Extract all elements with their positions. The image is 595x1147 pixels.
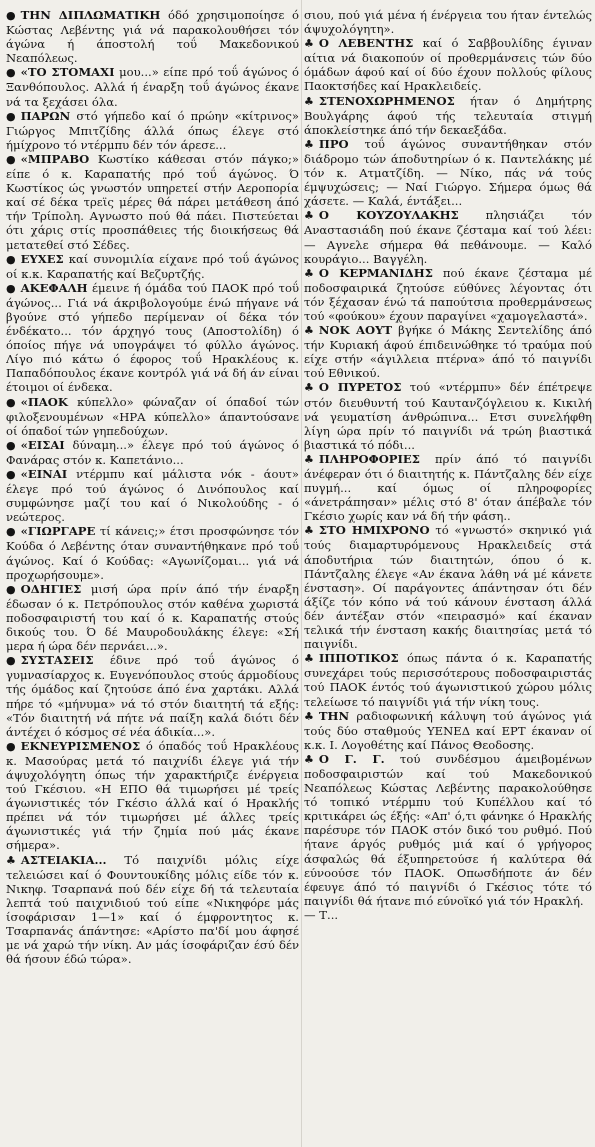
item-lead: ΝΟΚ ΑΟΥΤ (318, 323, 393, 338)
item-lead: ΕΥΧΕΣ (20, 251, 64, 266)
item-lead: ΑΣΤΕΙΑΚΙΑ... (20, 852, 107, 867)
item-lead: «ΠΑΟΚ (20, 394, 68, 409)
news-item (304, 266, 592, 323)
news-item (304, 908, 592, 922)
news-item (304, 380, 592, 451)
club-bullet-icon: ♣ (304, 652, 314, 666)
item-text: βγήκε ό Μάκης Σεντελίδης άπό τήν Κυριακή άφού έπιδεινώθηκε τό τραύμα πού είχε στήν «άγιλλεια πτέρνα» άπό τό παιγνίδι τού Εθνικού. (304, 323, 592, 381)
news-item (6, 109, 299, 152)
news-item (304, 94, 592, 137)
club-bullet-icon: ♣ (304, 37, 314, 51)
item-lead: ΕΚΝΕΥΡΙΣΜΕΝΟΣ (20, 738, 141, 753)
news-item (6, 739, 299, 853)
bullet-dot-icon: ● (6, 654, 16, 668)
news-item (6, 438, 299, 467)
item-text: τί κάνεις;» έτσι προσφώνησε τόν Κούδα ό Λεβέντης όταν συναντήθηκανε πρό τοΰ άγώνος. Καί ό Κούδας: «Αγωνίζομαι... γιά νά προχωρήσουμε». (6, 524, 299, 582)
news-item (6, 582, 299, 653)
item-lead: ΠΛΗΡΟΦΟΡΙΕΣ (318, 451, 420, 466)
club-bullet-icon: ♣ (304, 324, 314, 338)
item-lead: «ΤΟ ΣΤΟΜΑΧΙ (20, 65, 115, 80)
item-lead: Ο Γ. Γ. (318, 751, 385, 766)
bullet-dot-icon: ● (6, 525, 16, 539)
news-item (304, 752, 592, 908)
item-text: ήταν ό Δημήτρης Βουλγάρης άφού τής τελευταία στιγμή άποκλείστηκε άπό τήν δεκαεξάδα. (304, 93, 592, 137)
bullet-dot-icon: ● (6, 252, 16, 266)
right-column (304, 8, 592, 1147)
item-lead: ΠΡΟ (318, 136, 349, 151)
item-lead: ΤΗΝ (318, 708, 350, 723)
item-text: καί ό Σαββουλίδης έγιναν αίτια νά διακοπούν οί προθερμάνσεις τών δύο όμάδων άφού καί οί δύο έχουν πολλούς φίλους Παοκτσήδες καί Ηρακλειδείς. (304, 36, 592, 94)
club-bullet-icon: ♣ (304, 752, 314, 766)
item-text: στό γήπεδο καί ό πρώην «κίτρινος» Γιώργος Μπιτζίδης άλλά όπως έλεγε στό ήμίχρονο τό ντέρμπυ δέν τόν άρεσε... (6, 108, 299, 152)
news-item (304, 523, 592, 651)
item-lead: Ο ΚΕΡΜΑΝΙΔΗΣ (318, 265, 433, 280)
item-text: Κωστίκο κάθεσαι στόν πάγκο;» είπε ό κ. Καραπατής πρό τοΰ άγώνος. Ό Κωστίκος ώς γνωστόν υπηρετεί στήν Αεροπορία καί σέ δέκα τρεϊς μέρες θά πάρει μετάθεση άπό τήν Τρίπολη. Αγνωστο πού θά πάει. Πιστεύεται ότι χάρις στίς προσπάθειες τής διοικήσεως θά μετατεθεί στό Σέδες. (6, 151, 299, 252)
news-item (304, 8, 592, 36)
item-text: έμεινε ή όμάδα τού ΠΑΟΚ πρό τοΰ άγώνος... Γιά νά άκριβολογούμε ένώ πήγανε νά βγούνε στό γήπεδο περίμεναν οί δέκα τόν ένδέκατο... τόν άρχηγό τους (Αποστολίδη) ό όποίος πήγε νά υπογράψει τό φύλλο άγώνος. Λίγο πιό κάτω ό έφορος τοΰ Ηρακλέους κ. Παπαδόπουλος έκανε κοντρόλ γιά νά δή άν είναι έτοιμοι οί ένδεκα. (6, 280, 299, 395)
club-bullet-icon: ♣ (304, 452, 314, 466)
item-lead: ΑΚΕΦΑΛΗ (20, 280, 88, 295)
bullet-dot-icon: ● (6, 739, 16, 753)
item-text: δύναμη...» έλεγε πρό τού άγώνος ό Φανάρας στόν κ. Καπετάνιο... (6, 437, 299, 467)
news-item (304, 323, 592, 380)
item-lead: ΙΠΠΟΤΙΚΟΣ (318, 651, 399, 666)
news-item (6, 8, 299, 65)
item-lead: Ο ΛΕΒΕΝΤΗΣ (318, 36, 414, 51)
item-text: ό όπαδός τοΰ Ηρακλέους κ. Μασούρας μετά τό παιχνίδι έλεγε γιά τήν άψυχολόγητη όπως τήν χαρακτήριζε ένέργεια τού Γκέσιου. «Η ΕΠΟ θά τιμωρήσει μέ τρείς άγωνιστικές τόν Γκέσιο άλλά καί ό Ηρακλής πρέπει νά τόν τιμωρήσει μέ άλλες τρείς άγωνιστικές γιά τήν ζημία πού μάς έκανε σήμερα». (6, 738, 299, 853)
club-bullet-icon: ♣ (304, 209, 314, 223)
item-text: κύπελλο» φώναζαν οί όπαδοί τών φιλοξενουμένων «ΗΡΑ κύπελλο» άπαντούσανε οί όπαδοί τών γηπεδούχων. (6, 394, 299, 438)
bullet-dot-icon: ● (6, 152, 16, 166)
item-text: τοΰ άγώνος συναντήθηκαν στόν διάδρομο τών άποδυτηρίων ό κ. Παντελάκης μέ τόν κ. Ατματζίδη. — Νίκο, πάς νά τούς έμψυχώσεις; — Ναί Γιώργο. Σήμερα όμως θά χάσετε. — Καλά, έντάξει... (304, 136, 592, 209)
item-lead: Ο ΚΟΥΖΟΥΛΑΚΗΣ (318, 208, 459, 223)
item-text: πρίν άπό τό παιγνίδι άνέφεραν ότι ό διαιτητής κ. Πάντζαλης δέν είχε πυγμή... καί όμως οί πληροφορίες «άνετράπησαν» μέλις στό 8' όταν άπέβαλε τόν Γκέσιο χωρίς καν νά δή τήν φάση.. (304, 451, 592, 524)
item-lead: «ΜΠΡΑΒΟ (20, 151, 90, 166)
item-lead: ΣΤΟ ΗΜΙΧΡΟΝΟ (318, 523, 430, 538)
item-text: Τό παιχνίδι μόλις είχε τελειώσει καί ό Φουντουκίδης μόλις είδε τόν κ. Νικηφ. Τσαρπανά πού δέν είχε δή τά τελευταία λεπτά τού παιχνιδιού τού είπε «Νικηφόρε μάς ίσοφάρισαν 1—1» καί ό έμφροντητος κ. Τσαρπανάς άπάντησε: «Αρίστο πα'δί μου άφησέ με νά χαρώ τήν νίκη. Αν μάς ίσοφάριζαν έσύ δέν θά ήσουν έδώ τώρα». (6, 852, 299, 967)
news-item (304, 452, 592, 523)
club-bullet-icon: ♣ (304, 709, 314, 723)
item-text: όδό χρησιμοποίησε ό Κώστας Λεβέντης γιά νά παρακολουθήσει τόν άγώνα ή άποστολή τοΰ Μακεδονικού Νεαπόλεως. (6, 8, 299, 66)
news-item (6, 281, 299, 395)
item-lead: ΠΑΡΩΝ (20, 108, 71, 123)
item-text: όπως πάντα ό κ. Καραπατής συνεχάρει τούς περισσότερους ποδοσφαιριστάς τού ΠΑΟΚ έντός τού άγωνιστικού χώρου μόλις τελείωσε τό παιγνίδι γιά τήν νίκη τους. (304, 651, 592, 709)
item-text: σιου, πού γιά μένα ή ένέργεια του ήταν έντελώς άψυχολόγητη». (304, 8, 592, 37)
news-item (304, 36, 592, 93)
item-lead: ΣΥΣΤΑΣΕΙΣ (20, 653, 94, 668)
news-item (6, 65, 299, 108)
item-text: ντέρμπυ καί μάλιστα νόκ - άουτ» έλεγε πρό τού άγώνος ό Δινόπουλος καί συμφώνησε μαζί του καί ό Νικολούδης - ό νεώτερος. (6, 467, 299, 525)
news-item (304, 709, 592, 752)
bullet-dot-icon: ● (6, 468, 16, 481)
item-lead: ΟΔΗΓΙΕΣ (20, 581, 82, 596)
bullet-dot-icon: ● (6, 9, 16, 22)
item-lead: Ο ΠΥΡΕΤΟΣ (318, 380, 402, 395)
item-text: έδινε πρό τοΰ άγώνος ό γυμνασίαρχος κ. Ευγενόπουλος στούς άρμοδίους τής όμάδος καί ζητούσε άπό ένα χαρτάκι. Αλλά πήρε τό «μήνυμα» νά τό στόν διαιτητή τά εξής: «Τόν διαιτητή νά πήτε νά παίξη καλά διότι δέν άντέχει ό κόσμος σέ νέα άδικία...». (6, 653, 299, 739)
news-item (6, 653, 299, 739)
news-item (6, 524, 299, 581)
item-lead: «ΕΙΝΑΙ (20, 467, 68, 481)
bullet-dot-icon: ● (6, 395, 16, 409)
item-text: — Τ... (304, 907, 339, 922)
bullet-dot-icon: ● (6, 582, 16, 596)
item-text: πού έκανε ζέσταμα μέ ποδοσφαιρικά ζητούσε εύθύνες λέγοντας ότι τόν ξέχασαν ένώ τά παπούτσια προθερμάνσεως τού «φούκου» έχουν παραγίνει «χαμογελαστά». (304, 265, 592, 323)
news-item (6, 252, 299, 281)
club-bullet-icon: ♣ (304, 524, 314, 538)
item-text: πλησιάζει τόν Αναστασιάδη πού έκανε ζέσταμα καί τού λέει: — Αγνελε σήμερα θά πεθάνουμε. — Καλό κουράγιο... Βαγγέλη. (304, 208, 592, 266)
club-bullet-icon: ♣ (6, 853, 16, 867)
item-lead: ΤΗΝ ΔΙΠΛΩΜΑΤΙΚΗ (20, 8, 161, 22)
item-text: τό «γνωστό» σκηνικό γιά τούς διαμαρτυρόμενους Ηρακλειδείς στά άποδυτήρια τών διαιτητών, όπου ό κ. Πάντζαλης έλεγε «Αν έκανα λάθη νά μέ κάνετε ένσταση». Οί παράγοντες άπάντησαν ότι δέν άξίζε τόν κόπο νά τού κάνουν ένσταση άλλά δέν άντέξαν στόν «πειρασμό» καί έκαναν τελικά τήν ένσταση κακής διαιτησίας μετά τό παιγνίδι. (304, 523, 592, 652)
bullet-dot-icon: ● (6, 109, 16, 123)
news-item (304, 137, 592, 208)
club-bullet-icon: ♣ (304, 94, 314, 108)
column-divider (301, 0, 302, 1147)
item-text: μου...» είπε πρό τοΰ άγώνος ό Ξανθόπουλος. Αλλά ή έναρξη τοΰ άγώνος έκανε νά τα ξεχάσει όλα. (6, 65, 299, 109)
item-lead: «ΕΙΣΑΙ (20, 437, 65, 452)
item-text: ραδιοφωνική κάλυψη τού άγώνος γιά τούς δύο σταθμούς ΥΕΝΕΔ καί ΕΡΤ έκαναν οί κ.κ. Ι. Λογοθέτης καί Πάνος Θεοδοσης. (304, 708, 592, 752)
club-bullet-icon: ♣ (304, 137, 314, 151)
club-bullet-icon: ♣ (304, 381, 314, 395)
news-item (6, 395, 299, 438)
item-lead: ΣΤΕΝΟΧΩΡΗΜΕΝΟΣ (318, 93, 455, 108)
news-item (304, 208, 592, 265)
news-item (304, 651, 592, 708)
left-column (6, 8, 299, 1147)
item-lead: «ΓΙΩΡΓΑΡΕ (20, 524, 96, 539)
news-item (6, 467, 299, 524)
item-text: τού συνδέσμου άμειβομένων ποδοσφαιριστών καί τού Μακεδονικού Νεαπόλεως Κώστας Λεβέντης παρακολούθησε τό τοπικό ντέρμπυ τού Κυπέλλου καί τό κριτικάρει ώς έξής: «Απ' ό,τι φάνηκε ό Ηρακλής παρέσυρε τόν ΠΑΟΚ στόν δικό του ρυθμό. Πού ήτανε άργός ρυθμός μιά καί ό γρήγορος άσφαλώς θά έξυπηρετούσε ή καλύτερα θά εύνοούσε τόν ΠΑΟΚ. Οπωσδήποτε άν δέν έφευγε άπό τό παιγνίδι ό Γκέσιος τότε τό παιγνίδι θά ήτανε πιό εύνοϊκό γιά τόν Ηρακλή. (304, 751, 592, 908)
news-item (6, 853, 299, 967)
item-text: τού «ντέρμπυ» δέν έπέτρεψε στόν διευθυντή τού Καυτανζόγλειου κ. Κικιλή νά γευματίση άνθρώπινα... Ετσι συνελήφθη λίγη ώρα πρίν τό παιγνίδι νά τρώη βιαστικά βιαστικά τό πόδι... (304, 380, 592, 452)
bullet-dot-icon: ● (6, 281, 16, 295)
bullet-dot-icon: ● (6, 438, 16, 452)
item-text: μισή ώρα πρίν άπό τήν έναρξη έδωσαν ό κ. Πετρόπουλος στόν καθένα χωριστά ποδοσφαιριστή του καί ό κ. Καραπατής στούς δικούς του. Ό δέ Μαυροδουλάκης έλεγε: «Σή μερα ή ώρα δέν περνάει...». (6, 581, 299, 654)
bullet-dot-icon: ● (6, 66, 16, 80)
club-bullet-icon: ♣ (304, 266, 314, 280)
news-item (6, 152, 299, 252)
item-text: καί συνομιλία είχανε πρό τοΰ άγώνος οί κ.κ. Καραπατής καί Βεζυρτζής. (6, 251, 299, 281)
